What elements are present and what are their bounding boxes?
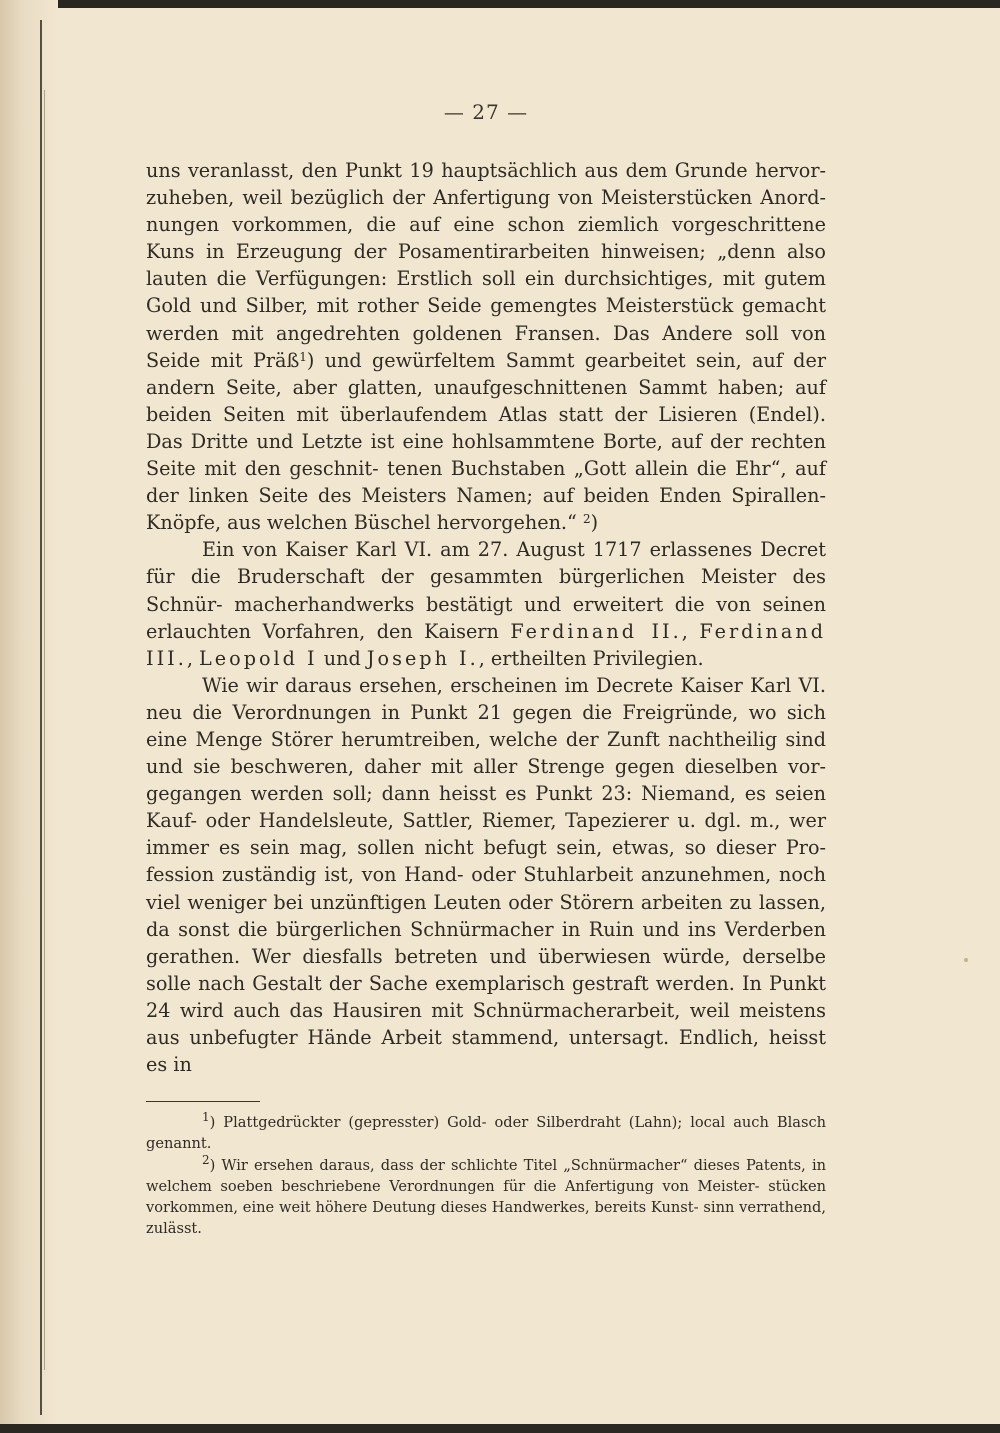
paragraph-3 [146,672,826,1078]
text-line: ist eine hohlsammtene Borte, auf der rechten Seite mit den geschnit- [146,429,826,481]
text-fragment: , ertheilten Privilegien. [478,646,704,670]
footnote-marker: 2 [202,1152,210,1167]
text-line: wird auch das Hausiren mit Schnürmacherarbeit, weil meistens aus [146,998,826,1049]
text-line: in welchem soeben beschriebene Verordnungen für die Anfertigung von Meister- [146,1156,827,1195]
text-line: aber glatten, unaufgeschnittenen Sammt haben; auf beiden Seiten mit [146,375,826,426]
paragraph-1 [146,157,826,536]
footnote-separator [146,1101,260,1102]
text-line: Meisters Namen; auf beiden Enden Spirallen-Knöpfe, aus welchen [146,484,826,535]
text-line: unbefugter Hände Arbeit stammend, untersagt. Endlich, heisst es in [146,1026,826,1077]
text-line: Ein von Kaiser Karl VI. am 27. August 1717 erlassenes Decret [202,538,826,562]
paragraph-2 [146,536,826,671]
text-line: für die Bruderschaft der gesammten bürgerlichen Meister des Schnür- [146,565,826,616]
text-fragment: ) [590,511,599,535]
text-line: nungen vorkommen, die auf eine schon ziemlich vorgeschrittene Kuns [146,213,826,264]
text-fragment: Präß [252,348,300,372]
text-line: Blasch genannt. [146,1114,827,1153]
text-line: gegangen werden soll; dann heisst es Punkt 23: Niemand, es seien [146,782,826,806]
text-line: viel weniger bei unzünftigen Leuten oder Störern arbeiten zu lassen, [146,890,826,914]
text-line: Wie wir daraus ersehen, erscheinen im Decrete Kaiser Karl VI. [202,673,826,697]
binding-shadow-line [44,90,45,1370]
text-fragment: Vorfahren, den Kaisern [262,619,511,643]
text-line: zuheben, weil bezüglich der Anfertigung von Meisterstücken Anord- [146,186,826,210]
body-text [146,157,826,1078]
text-fragment: und [323,646,367,670]
text-fragment: Büschel hervorgehen.“ [353,511,583,535]
text-line: Silber, mit rother Seide gemengtes Meisterstück gemacht werden [146,294,826,345]
footnote-ref-1: 1 [299,349,307,364]
text-fragment: , [186,646,200,670]
text-line: immer es sein mag, sollen nicht befugt sein, etwas, so dieser Pro- [146,836,826,860]
text-line: stücken vorkommen, eine weit höhere Deutung dieses Handwerkes, bereits Kunst- [146,1177,826,1216]
text-line: uns veranlasst, den Punkt 19 hauptsächlich aus dem Grunde hervor- [146,159,826,182]
text-line: gerathen. Wer diesfalls betreten und überwiesen würde, derselbe [146,944,826,968]
text-line: solle nach Gestalt der Sache exemplarisch gestraft werden. In Punkt 24 [146,971,826,1022]
text-line: ) Plattgedrückter (gepresster) Gold- oder Silberdraht (Lahn); local auch [209,1114,769,1132]
emperor-name: Ferdinand III. [146,619,826,670]
text-line: in Erzeugung der Posamentirarbeiten hinweisen; „denn also lauten die [146,240,826,291]
text-line: überlaufendem Atlas statt der Lisieren (Endel). Das Dritte und Letzte [146,402,826,453]
text-line: und sie beschweren, daher mit aller Strenge gegen dieselben vor- [146,755,826,779]
emperor-name: Leopold I [199,646,318,670]
text-line: sinn verrathend, zulässt. [146,1199,826,1238]
text-fragment: ) und gewürfeltem Sammt gearbeitet sein, auf der andern Seite, [146,348,826,399]
footnote-marker: 1 [202,1110,210,1125]
emperor-name: Ferdinand II. [510,619,682,643]
footnotes [146,1112,826,1239]
binding-edge [0,0,58,1433]
text-line: da sonst die bürgerlichen Schnürmacher in Ruin und ins Verderben [146,917,826,941]
bottom-page-border [0,1424,1000,1433]
top-page-border [0,0,1000,8]
text-line: Kauf- oder Handelsleute, Sattler, Riemer, Tapezierer u. dgl. m., wer [146,809,826,833]
text-line: Verfügungen: Erstlich soll ein durchsichtiges, mit gutem Gold und [146,267,826,318]
text-line: ) Wir ersehen daraus, dass der schlichte Titel „Schnürmacher“ dieses Patents, [209,1156,806,1174]
footnote-2 [146,1152,827,1240]
text-line: fession zuständig ist, von Hand- oder Stuhlarbeit anzunehmen, noch [146,863,826,887]
paper-speck [964,958,968,962]
text-line: macherhandwerks bestätigt und erweitert die von seinen erlauchten [146,592,826,643]
footnote-1 [146,1112,826,1154]
text-line: mit angedrehten goldenen Fransen. Das Andere soll von Seide mit [146,321,826,372]
binding-rule [40,20,42,1415]
footnote-ref-2: 2 [582,512,591,527]
emperor-name: Joseph I. [366,646,479,670]
text-line: eine Menge Störer herumtreiben, welche der Zunft nachtheilig sind [146,727,826,751]
page-content [146,100,826,1239]
page-number: — 27 — [443,100,529,124]
text-line: tenen Buchstaben „Gott allein die Ehr“, auf der linken Seite des [146,457,826,508]
text-fragment: , [681,619,700,643]
text-line: neu die Verordnungen in Punkt 21 gegen die Freigründe, wo sich [146,700,826,724]
